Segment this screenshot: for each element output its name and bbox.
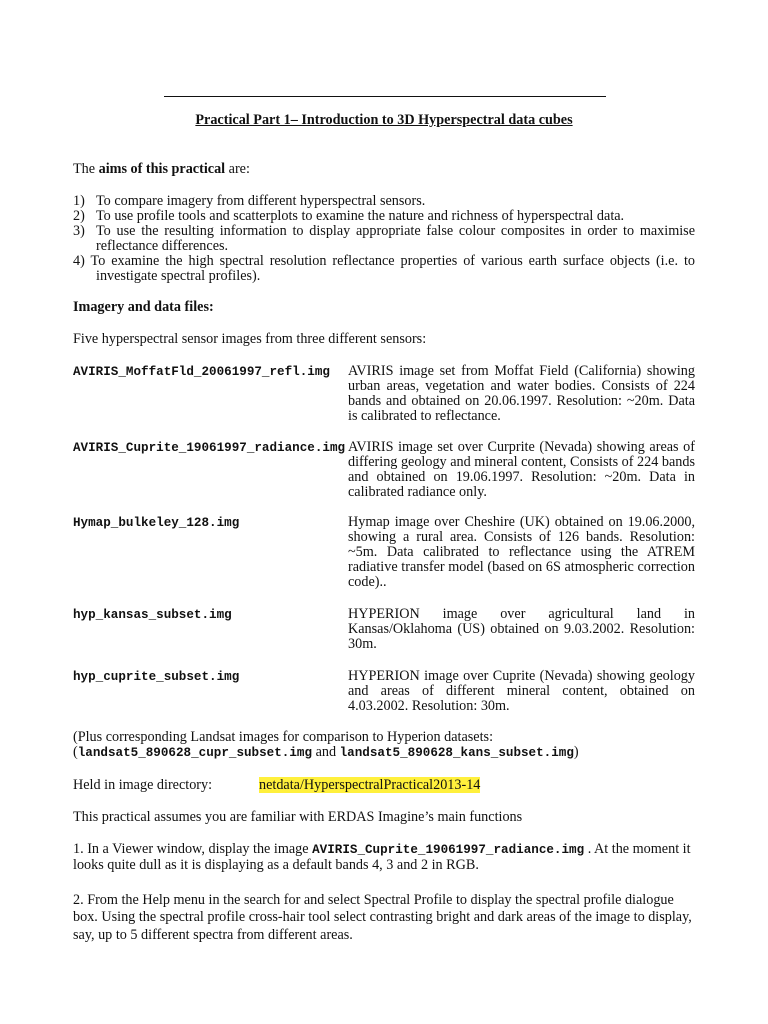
page-title: Practical Part 1– Introduction to 3D Hyperspectral data cubes [195,112,573,128]
aim-item-number: 4) [73,253,85,269]
directory-path [259,778,480,793]
step-1-post: . At the moment it looks quite dull as it is displaying as a default bands 4, 3 and 2 in RGB. [73,841,691,873]
landsat-close-paren: ) [573,744,579,760]
aims-intro-pre: The [73,161,99,177]
dataset-description: Hymap image over Cheshire (UK) obtained on 19.06.2000, showing a rural area. Consists of 126 bands. Resolution: ~5m. Data calibrated to reflectance using the ATREM radiative transfer model (based on 6S atmospheric correction code).. [348,514,695,590]
step-1-filename: AVIRIS_Cuprite_19061997_radiance.img [312,843,585,857]
aims-intro [73,162,250,177]
aims-list [73,194,695,284]
aim-item [73,224,695,254]
aims-intro-post: are: [225,161,250,177]
aim-item-number: 2) [73,208,85,224]
assumes-note: This practical assumes you are familiar with ERDAS Imagine’s main functions [73,809,523,825]
dataset-description: AVIRIS image set over Curprite (Nevada) showing areas of differing geology and mineral content, Consists of 224 bands and obtained on 19.06.1997. Resolution: ~20m. Data in calibrated radiance only. [348,439,695,500]
landsat-files [73,745,579,761]
directory-label: Held in image directory: [73,777,213,793]
landsat-open-paren: ( [73,744,78,760]
dataset-filename: hyp_cuprite_subset.img [73,670,240,684]
dataset-filename: hyp_kansas_subset.img [73,608,232,622]
dataset-description: HYPERION image over Cuprite (Nevada) showing geology and areas of different mineral content, obtained on 4.03.2002. Resolution: 30m. [348,668,695,714]
landsat-and: and [312,744,340,760]
dataset-filename: AVIRIS_Cuprite_19061997_radiance.img [73,441,346,455]
aims-intro-bold: aims of this practical [98,161,226,177]
aim-item-text: To use the resulting information to display appropriate false colour composites in order to maximise reflectance differences. [96,223,695,254]
dataset-filename: Hymap_bulkeley_128.img [73,516,240,530]
landsat-file-cuprite: landsat5_890628_cupr_subset.img [77,746,313,760]
aim-item-text: To compare imagery from different hyperspectral sensors. [96,193,426,209]
landsat-file-kansas: landsat5_890628_kans_subset.img [339,746,574,760]
step-1 [73,842,695,873]
aim-item [73,209,695,224]
aim-item [73,194,695,209]
landsat-note: (Plus corresponding Landsat images for comparison to Hyperion datasets: [73,729,494,745]
aim-item-number: 1) [73,193,85,209]
aim-item-text-body: To examine the high spectral resolution reflectance properties of various earth surface objects (i.e. to investigate spectral profiles). [90,253,695,284]
imagery-heading: Imagery and data files: [73,299,214,315]
header-rule [164,96,606,97]
step-2: 2. From the Help menu in the search for and select Spectral Profile to display the spectral profile dialogue box. Using the spectral profile cross-hair tool select contrasting bright and dark areas of the image to display, say, up to 5 different spectra from different areas. [73,892,692,943]
aim-item [73,254,695,284]
step-1-pre: 1. In a Viewer window, display the image [73,841,313,857]
aim-item-text: To use profile tools and scatterplots to examine the nature and richness of hyperspectral data. [96,208,625,224]
aim-item-text [73,254,695,284]
directory-path-highlight: netdata/HyperspectralPractical2013-14 [259,777,481,793]
dataset-description: HYPERION image over agricultural land in Kansas/Oklahoma (US) obtained on 9.03.2002. Resolution: 30m. [348,606,695,652]
aim-item-number: 3) [73,223,85,239]
imagery-intro: Five hyperspectral sensor images from three different sensors: [73,331,427,347]
dataset-filename: AVIRIS_MoffatFld_20061997_refl.img [73,365,330,379]
dataset-description: AVIRIS image set from Moffat Field (California) showing urban areas, vegetation and water bodies. Consists of 224 bands and obtained on 20.06.1997. Resolution: ~20m. Data is calibrated to reflectance. [348,363,695,424]
